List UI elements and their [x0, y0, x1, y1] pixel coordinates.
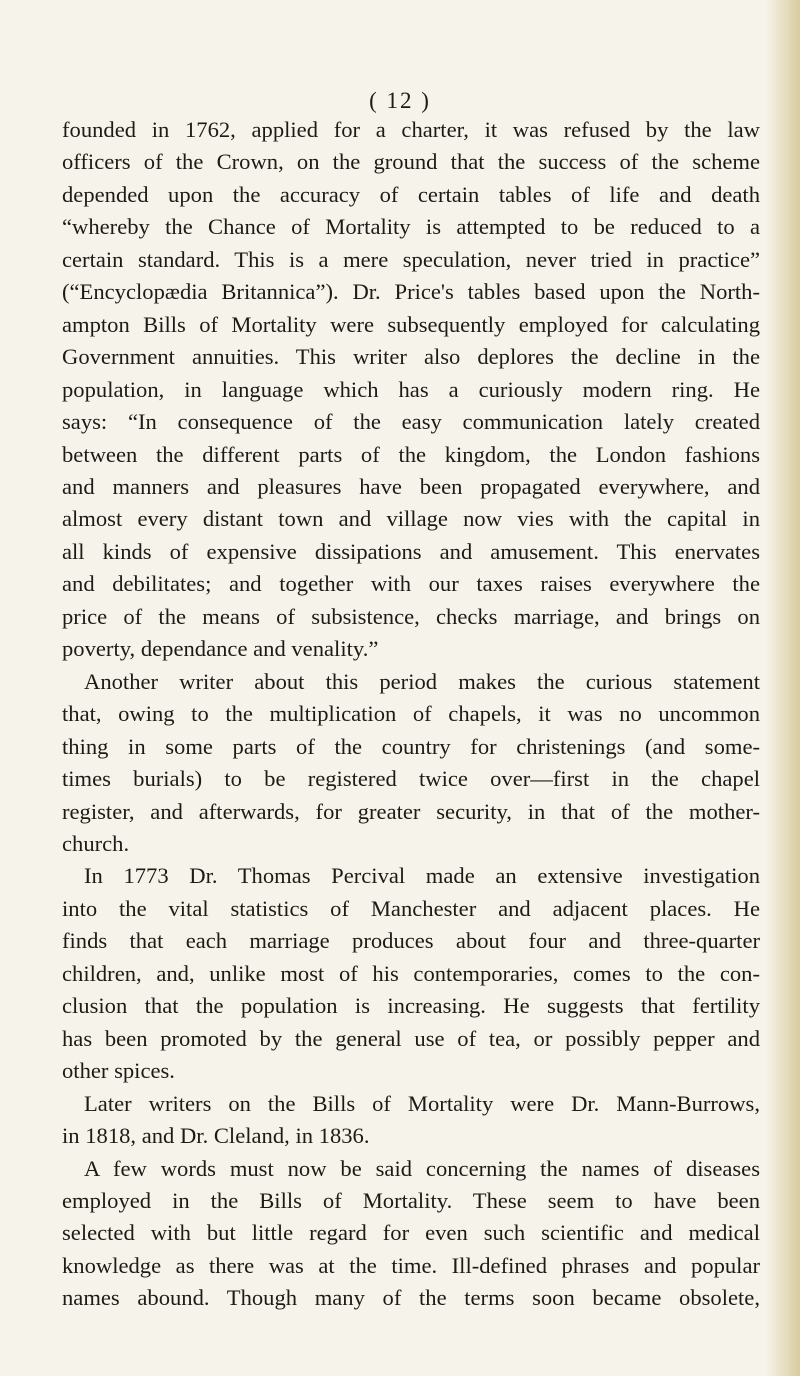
- text-line: times burials) to be registered twice over—first in the chapel: [62, 766, 760, 792]
- text-line: ampton Bills of Mortality were subsequently employed for calculating: [62, 311, 760, 337]
- text-line: poverty, dependance and venality.”: [62, 636, 379, 662]
- text-line: employed in the Bills of Mortality. These seem to have been: [62, 1187, 760, 1213]
- text-line: “whereby the Chance of Mortality is attempted to be reduced to a: [62, 214, 760, 240]
- text-line: clusion that the population is increasing. He suggests that fertility: [62, 993, 760, 1019]
- page-edge-shadow: [766, 0, 800, 1376]
- text-line: selected with but little regard for even such scientific and medical: [62, 1220, 760, 1246]
- text-line: Government annuities. This writer also deplores the decline in the: [62, 344, 760, 370]
- text-line: says: “In consequence of the easy communication lately created: [62, 409, 760, 435]
- text-line: into the vital statistics of Manchester and adjacent places. He: [62, 895, 760, 921]
- text-line: church.: [62, 830, 130, 856]
- text-line: and debilitates; and together with our taxes raises everywhere the: [62, 571, 760, 597]
- text-line: officers of the Crown, on the ground that the success of the scheme: [62, 149, 760, 175]
- text-line: other spices.: [62, 1058, 175, 1084]
- text-line: finds that each marriage produces about four and three-quarter: [62, 928, 760, 954]
- text-line: In 1773 Dr. Thomas Percival made an extensive investigation: [84, 863, 760, 889]
- text-line: depended upon the accuracy of certain tables of life and death: [62, 181, 760, 207]
- text-line: names abound. Though many of the terms soon became obsolete,: [62, 1285, 760, 1311]
- text-line: Later writers on the Bills of Mortality were Dr. Mann-Burrows,: [84, 1090, 760, 1116]
- text-line: Another writer about this period makes the curious statement: [84, 668, 760, 694]
- text-line: between the different parts of the kingdom, the London fashions: [62, 441, 760, 467]
- text-line: all kinds of expensive dissipations and amusement. This enervates: [62, 538, 760, 564]
- text-line: children, and, unlike most of his contemporaries, comes to the con-: [62, 960, 760, 986]
- text-line: A few words must now be said concerning the names of diseases: [84, 1155, 760, 1181]
- text-line: has been promoted by the general use of tea, or possibly pepper and: [62, 1025, 760, 1051]
- page-number: ( 12 ): [369, 88, 431, 113]
- text-line: thing in some parts of the country for christenings (and some-: [62, 733, 760, 759]
- text-line: (“Encyclopædia Britannica”). Dr. Price's tables based upon the North-: [62, 279, 760, 305]
- text-line: almost every distant town and village now vies with the capital in: [62, 506, 760, 532]
- text-line: that, owing to the multiplication of chapels, it was no uncommon: [62, 701, 760, 727]
- text-line: register, and afterwards, for greater security, in that of the mother-: [62, 798, 760, 824]
- text-line: in 1818, and Dr. Cleland, in 1836.: [62, 1123, 370, 1149]
- text-line: price of the means of subsistence, checks marriage, and brings on: [62, 603, 760, 629]
- text-line: certain standard. This is a mere speculation, never tried in practice”: [62, 246, 760, 272]
- text-line: population, in language which has a curiously modern ring. He: [62, 376, 760, 402]
- text-line: knowledge as there was at the time. Ill-defined phrases and popular: [62, 1252, 760, 1278]
- text-line: and manners and pleasures have been propagated everywhere, and: [62, 473, 760, 499]
- text-line: founded in 1762, applied for a charter, it was refused by the law: [62, 117, 760, 142]
- body-text: [62, 114, 760, 1315]
